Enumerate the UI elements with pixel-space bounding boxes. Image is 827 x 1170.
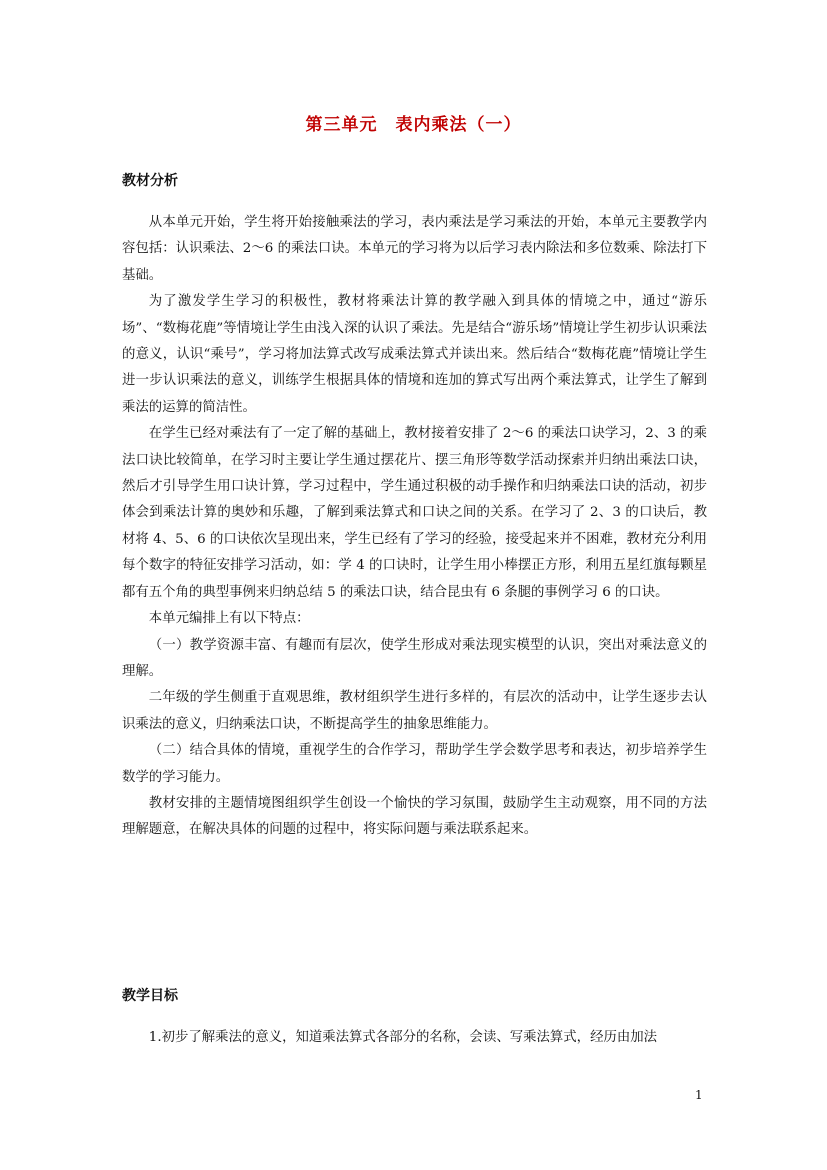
paragraph: 从本单元开始，学生将开始接触乘法的学习，表内乘法是学习乘法的开始，本单元主要教学内容包括：认识乘法、2～6 的乘法口诀。本单元的学习将为以后学习表内除法和多位数乘、除法打下基础。 xyxy=(122,215,707,283)
paragraph: 本单元编排上有以下特点： xyxy=(148,611,310,627)
section-heading-objectives: 教学目标 xyxy=(122,988,178,1004)
paragraph: 为了激发学生学习的积极性，教材将乘法计算的教学融入到具体的情境之中，通过“游乐场”、“数梅花鹿”等情境让学生由浅入深的认识了乘法。先是结合“游乐场”情境让学生初步认识乘法的意义，认识“乘号”，学习将加法算式改写成乘法算式并读出来。然后结合“数梅花鹿”情境让学生进一步认识乘法的意义，训练学生根据具体的情境和连加的算式写出两个乘法算式，让学生了解到乘法的运算的简洁性。 xyxy=(122,294,707,415)
paragraph: （一）教学资源丰富、有趣而有层次，使学生形成对乘法现实模型的认识，突出对乘法意义的理解。 xyxy=(122,637,707,679)
paragraph: 教材安排的主题情境图组织学生创设一个愉快的学习氛围，鼓励学生主动观察，用不同的方法理解题意，在解决具体的问题的过程中，将实际问题与乘法联系起来。 xyxy=(122,795,707,838)
paragraph: 二年级的学生侧重于直观思维，教材组织学生进行多样的，有层次的活动中，让学生逐步去认识乘法的意义，归纳乘法口诀，不断提高学生的抽象思维能力。 xyxy=(122,690,707,732)
analysis-body xyxy=(122,210,707,844)
page-title: 第三单元 表内乘法（一） xyxy=(305,115,522,135)
objective-item: 1.初步了解乘法的意义，知道乘法算式各部分的名称，会读、写乘法算式，经历由加法 xyxy=(148,1030,658,1045)
section-heading-analysis: 教材分析 xyxy=(122,173,178,189)
paragraph: （二）结合具体的情境，重视学生的合作学习，帮助学生学会数学思考和表达，初步培养学生数学的学习能力。 xyxy=(122,743,707,785)
paragraph: 在学生已经对乘法有了一定了解的基础上，教材接着安排了 2～6 的乘法口诀学习，2、3 的乘法口诀比较简单，在学习时主要让学生通过摆花片、摆三角形等数学活动探索并归纳出乘法口诀，然后才引导学生用口诀计算，学习过程中，学生通过积极的动手操作和归纳乘法口诀的活动，初步体会到乘法计算的奥妙和乐趣，了解到乘法算式和口诀之间的关系。在学习了 2、3 的口诀后，教材将 4、5、6 的口诀依次呈现出来，学生已经有了学习的经验，接受起来并不困难，教材充分利用每个数字的特征安排学习活动，如：学 4 的口诀时，让学生用小棒摆正方形，利用五星红旗每颗星都有五个角的典型事例来归纳总结 5 的乘法口诀，结合昆虫有 6 条腿的事例学习 6 的口诀。 xyxy=(122,426,707,600)
page-number: 1 xyxy=(695,1088,703,1102)
